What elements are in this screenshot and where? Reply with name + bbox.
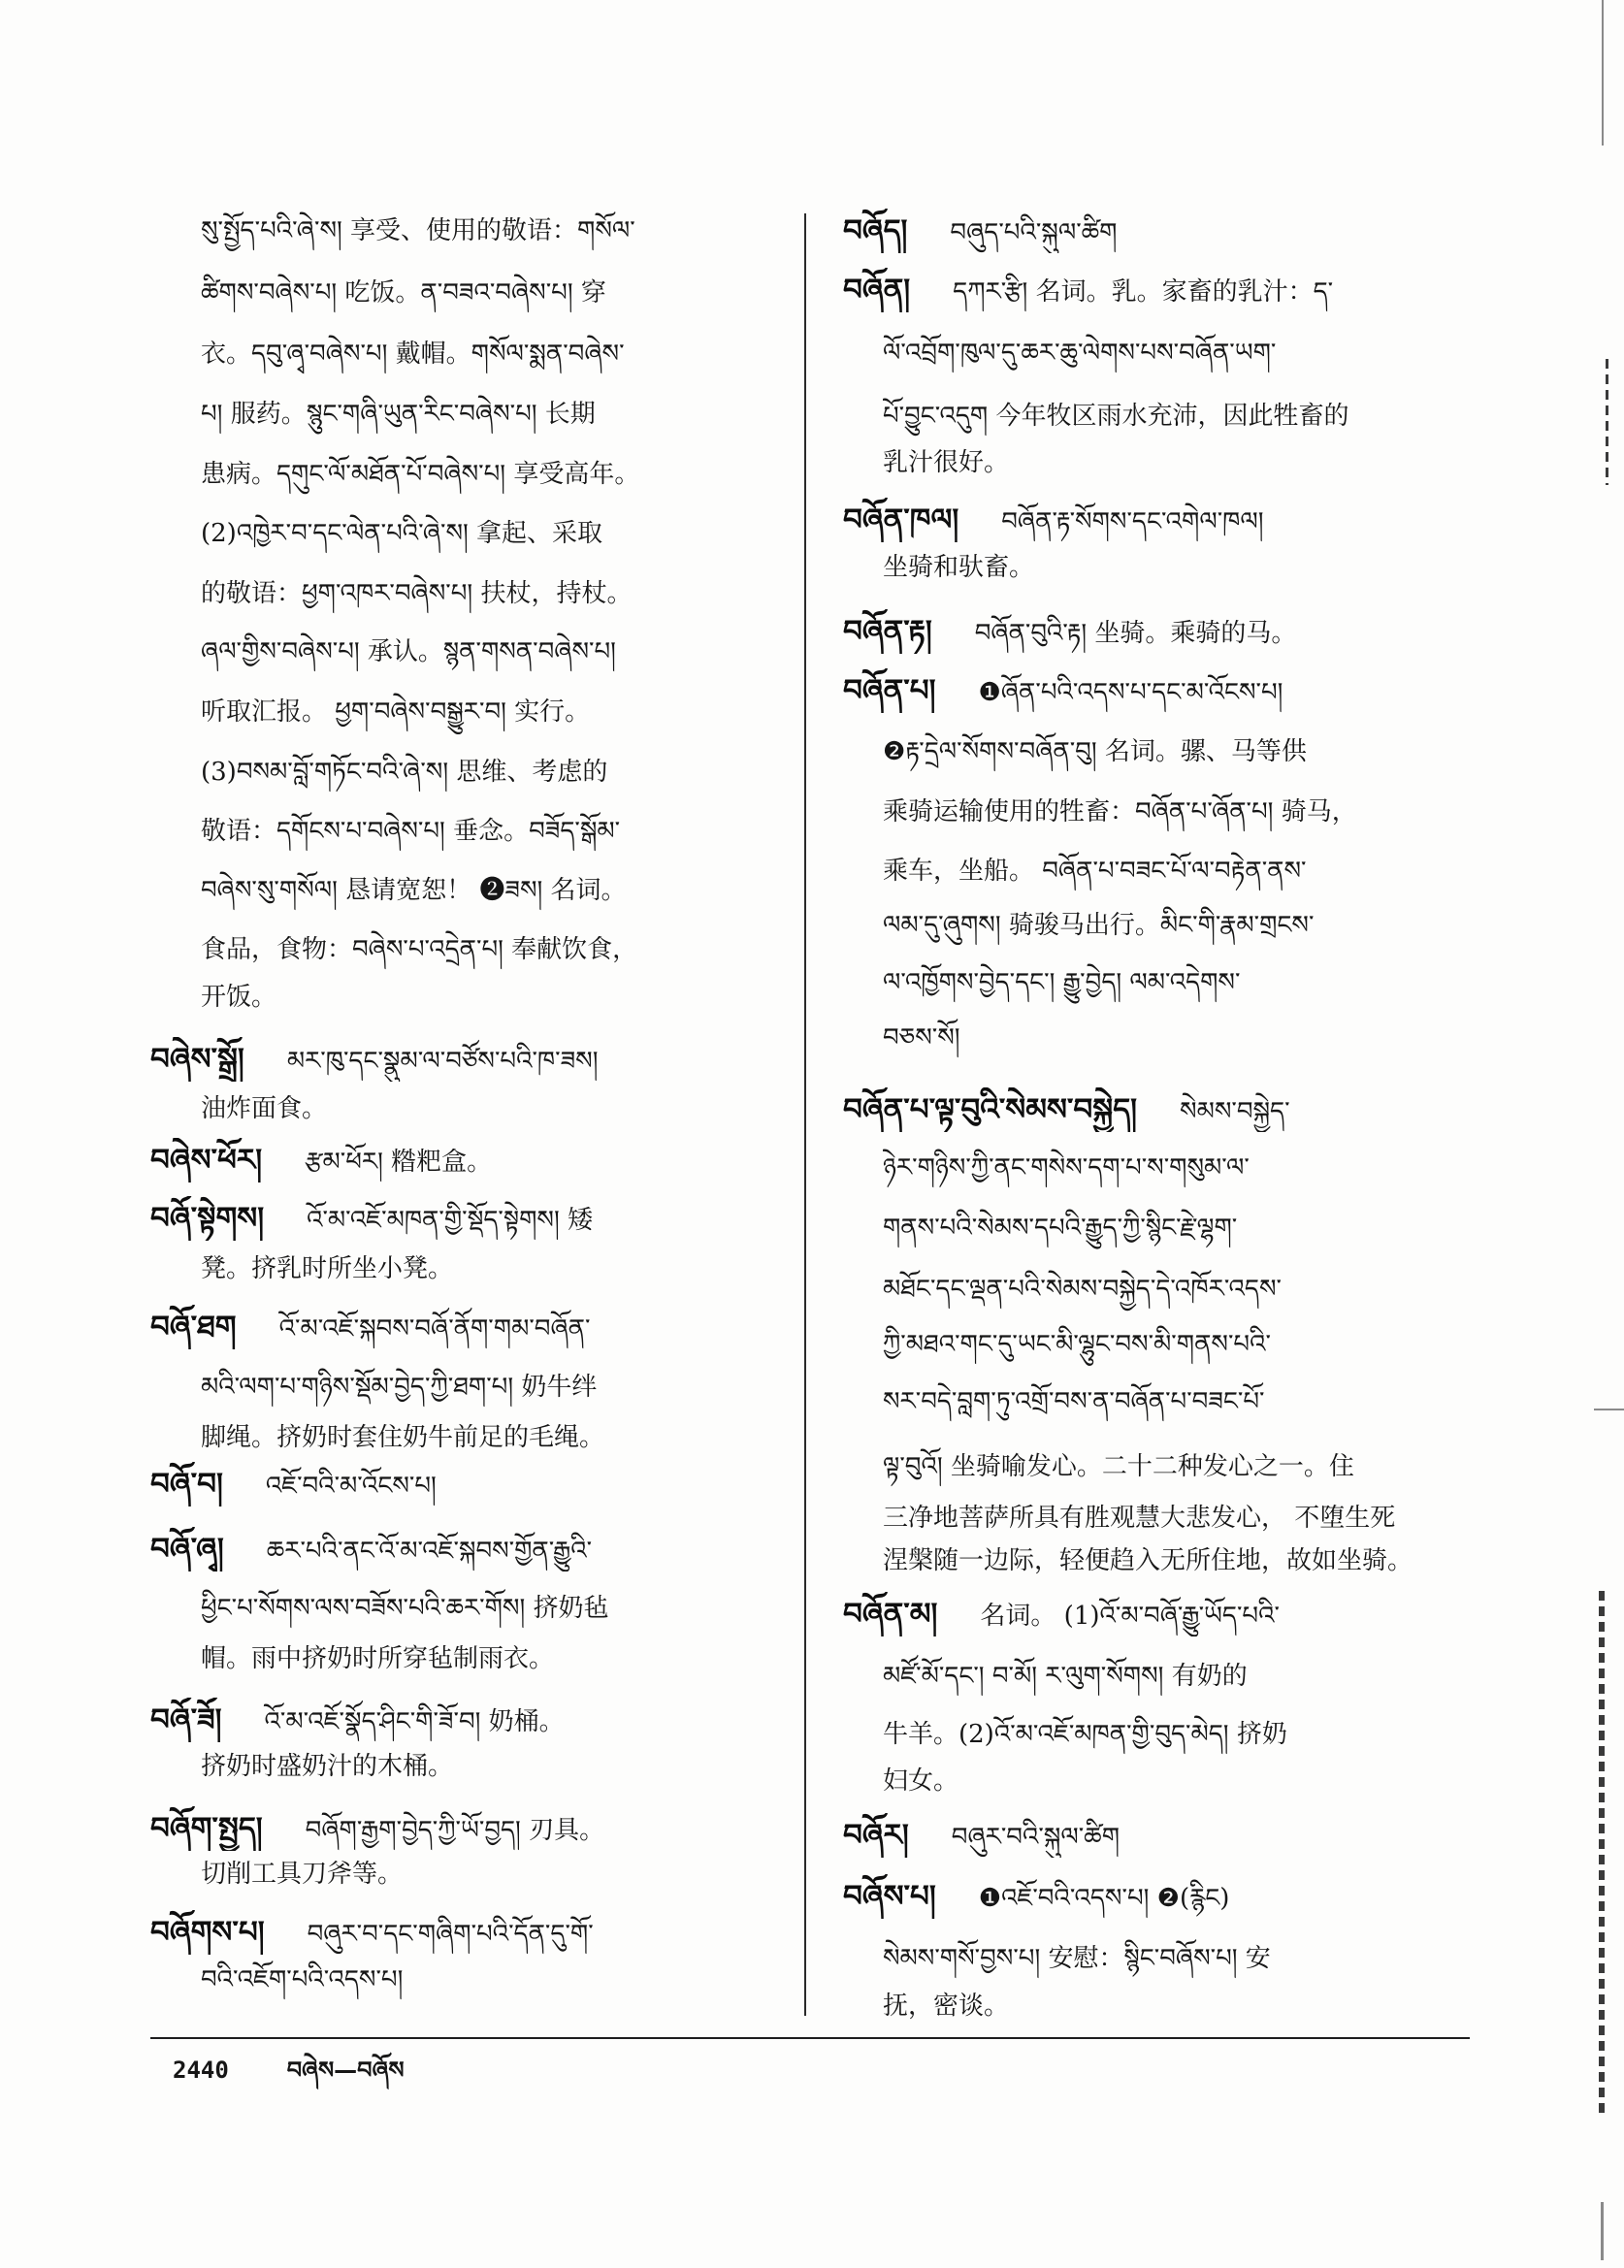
entry-line xyxy=(883,440,1470,485)
entry-line xyxy=(150,1037,791,1082)
definition-text: འོ་མ་འཇོ་མཁན་གྱི་སྡོད་སྟེགས། 矮 xyxy=(307,1206,594,1235)
definition-text: 的敬语：ཕྱག་འཁར་བཞེས་པ། 扶杖，持杖。 xyxy=(201,579,633,608)
entry-line xyxy=(883,331,1470,375)
headword: བཞོགས་པ། xyxy=(150,1915,265,1950)
entry-line xyxy=(150,1462,791,1507)
definition-text: 乘车，坐船。 བཞོན་པ་བཟང་པོ་ལ་བརྟེན་ནས་ xyxy=(883,857,1307,886)
definition-text: 牛羊。(2)འོ་མ་འཇོ་མཁན་གྱི་བུད་མེད། 挤奶 xyxy=(883,1720,1287,1749)
definition-text: ཉེར་གཉིས་ཀྱི་ནང་གསེས་དག་པ་ས་གསུམ་ལ་ xyxy=(883,1153,1250,1183)
right-column xyxy=(843,209,1470,2021)
definition-text: 凳。挤乳时所坐小凳。 xyxy=(201,1254,454,1283)
definition-text: 患病。དགུང་ལོ་མཐོན་པོ་བཞེས་པ། 享受高年。 xyxy=(201,460,640,489)
entry-line xyxy=(201,1852,791,1896)
entry-line xyxy=(883,1146,1470,1190)
scan-edge-mark xyxy=(1599,1591,1605,2115)
entry-line xyxy=(843,209,1470,253)
definition-text: རྩམ་ཕོར། 糌粑盒。 xyxy=(305,1148,493,1177)
entry-line xyxy=(201,1958,791,2002)
entry-line xyxy=(150,1138,791,1183)
headword: བཞོས་པ། xyxy=(843,1879,936,1914)
entry-line xyxy=(883,1496,1470,1540)
line-content xyxy=(843,668,1283,713)
headword: བཞོན་མ། xyxy=(843,1597,938,1632)
line-content xyxy=(843,609,1296,654)
definition-text: འོ་མ་འཇོ་སྣོད་ཤིང་གི་ཟོ་བ། 奶桶。 xyxy=(264,1707,565,1736)
entry-line xyxy=(201,1586,791,1631)
column-divider xyxy=(804,213,806,2016)
definition-text: 坐骑和驮畜。 xyxy=(883,553,1035,582)
entry-line xyxy=(883,960,1470,1005)
line-content xyxy=(843,1087,1290,1132)
definition-text: 敬语：དགོངས་པ་བཞེས་པ། 垂念。བཟོད་སྒོམ་ xyxy=(201,817,621,846)
headword: བཞེས་ཕོར། xyxy=(150,1143,263,1178)
entry-line xyxy=(883,1984,1470,2028)
entry-line xyxy=(201,690,791,734)
entry-line xyxy=(201,1086,791,1131)
line-content xyxy=(843,1874,1229,1919)
definition-text: ཆར་པའི་ནང་འོ་མ་འཇོ་སྐབས་གྱོན་རྒྱུའི་ xyxy=(266,1537,593,1566)
definition-text: མཐོང་དང་ལྡན་པའི་སེམས་བསྐྱེད་དེ་འཁོར་འདས་ xyxy=(883,1275,1282,1304)
entry-line xyxy=(201,511,791,556)
line-content xyxy=(843,1592,1280,1636)
running-head: བཞེས—བཞོས xyxy=(286,2057,405,2084)
definition-text: མར་ཁུ་དང་སྣུམ་ལ་བཙོས་པའི་ཁ་ཟས། xyxy=(286,1047,599,1076)
entry-line xyxy=(150,1698,791,1742)
page-footer xyxy=(173,2049,405,2091)
headword: བཞོད། xyxy=(843,213,908,248)
entry-line xyxy=(201,809,791,854)
entry-line xyxy=(883,394,1470,438)
entry-line xyxy=(201,975,791,1020)
definition-text: བཞོན་རྟ་སོགས་དང་འགེལ་ཁལ། xyxy=(1001,507,1264,536)
definition-text: 涅槃随一边际，轻便趋入无所住地，故如坐骑。 xyxy=(883,1546,1413,1575)
entry-line xyxy=(883,1712,1470,1757)
line-content xyxy=(843,498,1263,542)
definition-text: (3)བསམ་བློ་གཏོང་བའི་ཞེ་ས། 思维、考虑的 xyxy=(201,758,608,787)
definition-text: གནས་པའི་སེམས་དཔའི་རྒྱུད་ཀྱི་སྙིང་རྗེ་ལྷག་ xyxy=(883,1214,1238,1243)
definition-text: 妇女。 xyxy=(883,1766,959,1796)
definition-text: ལོ་འབྲོག་ཁུལ་དུ་ཆར་ཆུ་ལེགས་པས་བཞོན་ཡག་ xyxy=(883,339,1277,368)
entry-line xyxy=(843,668,1470,713)
entry-line xyxy=(201,927,791,972)
headword: བཞོན་པ་ལྟ་བུའི་སེམས་བསྐྱེད། xyxy=(843,1092,1138,1127)
entry-line xyxy=(201,868,791,913)
entry-line xyxy=(201,1636,791,1681)
entry-line xyxy=(843,1874,1470,1919)
definition-text: 衣。དབུ་ཞྭ་བཞེས་པ། 戴帽。གསོལ་སྨན་བཞེས་ xyxy=(201,340,625,369)
entry-line xyxy=(883,1759,1470,1803)
definition-text: 名词。 (1)འོ་མ་བཞོ་རྒྱུ་ཡོད་པའི་ xyxy=(980,1602,1280,1631)
entry-line xyxy=(843,1813,1470,1858)
entry-line xyxy=(843,1592,1470,1636)
scan-edge-mark xyxy=(1606,359,1608,485)
entry-line xyxy=(201,209,791,253)
definition-text: ལ་འཁྱོགས་བྱེད་དང་། རྒྱུ་བྱེད། ལམ་འདེགས་ xyxy=(883,968,1241,997)
headword: བཞེས་སྒྲོ། xyxy=(150,1042,244,1077)
definition-text: 油炸面食。 xyxy=(201,1094,328,1123)
line-content xyxy=(150,1138,492,1183)
scan-edge-mark xyxy=(1602,0,1604,146)
headword: བཞོག་སྤྱད། xyxy=(150,1811,263,1846)
headword: བཞོན། xyxy=(843,273,911,308)
entry-line xyxy=(883,1267,1470,1312)
definition-text: བཞེས་སུ་གསོལ། 恳请宽恕！ ❷ཟས། 名词。 xyxy=(201,876,627,905)
headword: བཞོན་ཁལ། xyxy=(843,502,959,537)
line-content xyxy=(150,1196,593,1241)
headword: བཞོན་པ། xyxy=(843,673,936,708)
headword: བཞོན་རྟ། xyxy=(843,614,932,649)
definition-text: བཅས་སོ། xyxy=(883,1023,960,1053)
entry-line xyxy=(201,571,791,616)
definition-text: 切削工具刀斧等。 xyxy=(201,1860,404,1889)
entry-line xyxy=(201,392,791,437)
definition-text: མཛོ་མོ་དང་། བ་མོ། ར་ལུག་སོགས། 有奶的 xyxy=(883,1662,1248,1691)
definition-text: སེམས་གསོ་བྱས་པ། 安慰：སྙིང་བཞོས་པ། 安 xyxy=(883,1944,1271,1973)
line-content xyxy=(150,1527,592,1571)
headword: བཞོར། xyxy=(843,1818,909,1853)
entry-line xyxy=(843,498,1470,542)
definition-text: པོ་བྱུང་འདུག 今年牧区雨水充沛，因此牲畜的 xyxy=(883,402,1349,431)
definition-text: བཞོན་བུའི་རྟ། 坐骑。乘骑的马。 xyxy=(974,619,1297,648)
entry-line xyxy=(883,545,1470,590)
definition-text: བཞུར་བ་དང་གཞིག་པའི་དོན་དུ་གོ་ xyxy=(307,1920,594,1949)
definition-text: (2)འཁྱེར་བ་དང་ལེན་པའི་ཞེ་ས། 拿起、采取 xyxy=(201,519,603,548)
definition-text: བའི་འཇོག་པའི་འདས་པ། xyxy=(201,1965,404,1994)
definition-text: ❶འཇོ་བའི་འདས་པ། ❷(རྙིང) xyxy=(978,1884,1230,1913)
entry-line xyxy=(883,1444,1470,1489)
definition-text: 听取汇报。 ཕྱག་བཞེས་བསྒྱུར་བ། 实行。 xyxy=(201,697,591,727)
definition-text: དཀར་རྩི། 名词。乳。家畜的乳汁：ད་ xyxy=(953,277,1334,307)
definition-text: 乳汁很好。 xyxy=(883,448,1010,477)
headword: བཞོ་བ། xyxy=(150,1467,223,1502)
entry-line xyxy=(150,1806,791,1851)
line-content xyxy=(843,1813,1120,1858)
entry-line xyxy=(843,268,1470,312)
page-number: 2440 xyxy=(173,2057,229,2084)
definition-text: 开饭。 xyxy=(201,983,277,1012)
definition-text: ཕྱིང་པ་སོགས་ལས་བཟོས་པའི་ཆར་གོས། 挤奶毡 xyxy=(201,1594,609,1623)
entry-line xyxy=(150,1527,791,1571)
entry-line xyxy=(201,1415,791,1460)
scan-edge-mark xyxy=(1601,2202,1604,2260)
entry-line xyxy=(201,750,791,794)
definition-text: 食品，食物：བཞེས་པ་འདྲེན་པ། 奉献饮食， xyxy=(201,935,638,964)
headword: བཞོ་ཟོ། xyxy=(150,1702,222,1737)
entry-line xyxy=(150,1910,791,1955)
entry-line xyxy=(201,271,791,315)
scan-edge-mark xyxy=(1594,1409,1624,1410)
entry-line xyxy=(883,849,1470,893)
entry-line xyxy=(150,1196,791,1241)
definition-text: ལམ་དུ་ཞུགས། 骑骏马出行。མིང་གི་རྣམ་གྲངས་ xyxy=(883,911,1315,940)
definition-text: འཇོ་བའི་མ་འོངས་པ། xyxy=(265,1472,437,1501)
definition-text: ❷རྟ་དྲེལ་སོགས་བཞོན་བུ། 名词。骡、马等供 xyxy=(883,737,1307,766)
definition-text: ཚིགས་བཞེས་པ། 吃饭。ན་བཟའ་བཞེས་པ། 穿 xyxy=(201,278,606,308)
entry-line xyxy=(883,903,1470,948)
footer-rule xyxy=(150,2037,1470,2039)
headword: བཞོ་སྟེགས། xyxy=(150,1201,265,1236)
entry-line xyxy=(201,452,791,497)
definition-text: བཞུད་པའི་སྐུལ་ཚིག xyxy=(950,218,1118,247)
entry-line xyxy=(883,1379,1470,1424)
entry-line xyxy=(201,1365,791,1409)
definition-text: 挤奶时盛奶汁的木桶。 xyxy=(201,1752,454,1781)
entry-line xyxy=(883,790,1470,834)
entry-line xyxy=(201,1744,791,1789)
definition-text: སར་བདེ་བླག་ཏུ་འགྲོ་བས་ན་བཞོན་པ་བཟང་པོ་ xyxy=(883,1387,1265,1416)
definition-text: ཀྱི་མཐའ་གང་དུ་ཡང་མི་ལྷུང་བས་མི་གནས་པའི་ xyxy=(883,1330,1271,1359)
definition-text: 抚，密谈。 xyxy=(883,1992,1010,2021)
definition-text: བཞུར་བའི་སྐུལ་ཚིག xyxy=(951,1823,1120,1852)
entry-line xyxy=(883,1654,1470,1699)
line-content xyxy=(150,1462,437,1507)
definition-text: 乘骑运输使用的牲畜：བཞོན་པ་ཞོན་པ། 骑马， xyxy=(883,797,1357,826)
definition-text: ཞལ་གྱིས་བཞེས་པ། 承认。སྙན་གསན་བཞེས་པ། xyxy=(201,637,616,666)
definition-text: 帽。雨中挤奶时所穿毡制雨衣。 xyxy=(201,1644,555,1673)
line-content xyxy=(150,1305,590,1349)
line-content xyxy=(843,268,1333,312)
line-content xyxy=(150,1806,604,1851)
definition-text: སུ་སྤྱོད་པའི་ཞེ་ས། 享受、使用的敬语：གསོལ་ xyxy=(201,216,635,245)
definition-text: 三净地菩萨所具有胜观慧大悲发心， 不堕生死 xyxy=(883,1504,1396,1533)
definition-text: ལྟ་བུའོ། 坐骑喻发心。二十二种发心之一。住 xyxy=(883,1452,1354,1481)
entry-line xyxy=(883,729,1470,774)
line-content xyxy=(150,1037,599,1082)
entry-line xyxy=(150,1305,791,1349)
line-content xyxy=(843,209,1117,253)
entry-line xyxy=(883,1206,1470,1250)
entry-line xyxy=(201,1247,791,1291)
left-column xyxy=(150,209,791,2013)
headword: བཞོ་ཞྭ། xyxy=(150,1532,224,1567)
entry-line xyxy=(883,1539,1470,1583)
line-content xyxy=(150,1698,565,1742)
definition-text: པ། 服药。སྙུང་གཞི་ཡུན་རིང་བཞེས་པ། 长期 xyxy=(201,400,596,429)
entry-line xyxy=(843,609,1470,654)
headword: བཞོ་ཐག xyxy=(150,1310,237,1345)
definition-text: སེམས་བསྐྱེད་ xyxy=(1180,1097,1290,1126)
entry-line xyxy=(883,1936,1470,1981)
line-content xyxy=(150,1910,594,1955)
definition-text: འོ་མ་འཇོ་སྐབས་བཞོ་ནོག་གམ་བཞོན་ xyxy=(278,1314,591,1344)
entry-line xyxy=(201,630,791,674)
definition-text: ❶ཞོན་པའི་འདས་པ་དང་མ་འོངས་པ། xyxy=(978,678,1283,707)
entry-line xyxy=(883,1322,1470,1367)
definition-text: 脚绳。挤奶时套住奶牛前足的毛绳。 xyxy=(201,1423,605,1452)
entry-line xyxy=(843,1087,1470,1132)
definition-text: མའི་ལག་པ་གཉིས་སྡོམ་བྱེད་ཀྱི་ཐག་པ། 奶牛绊 xyxy=(201,1373,598,1402)
entry-line xyxy=(201,332,791,376)
definition-text: བཞོག་རྒྱག་བྱེད་ཀྱི་ཡོ་བྱད། 刃具。 xyxy=(305,1816,605,1845)
entry-line xyxy=(883,1016,1470,1060)
